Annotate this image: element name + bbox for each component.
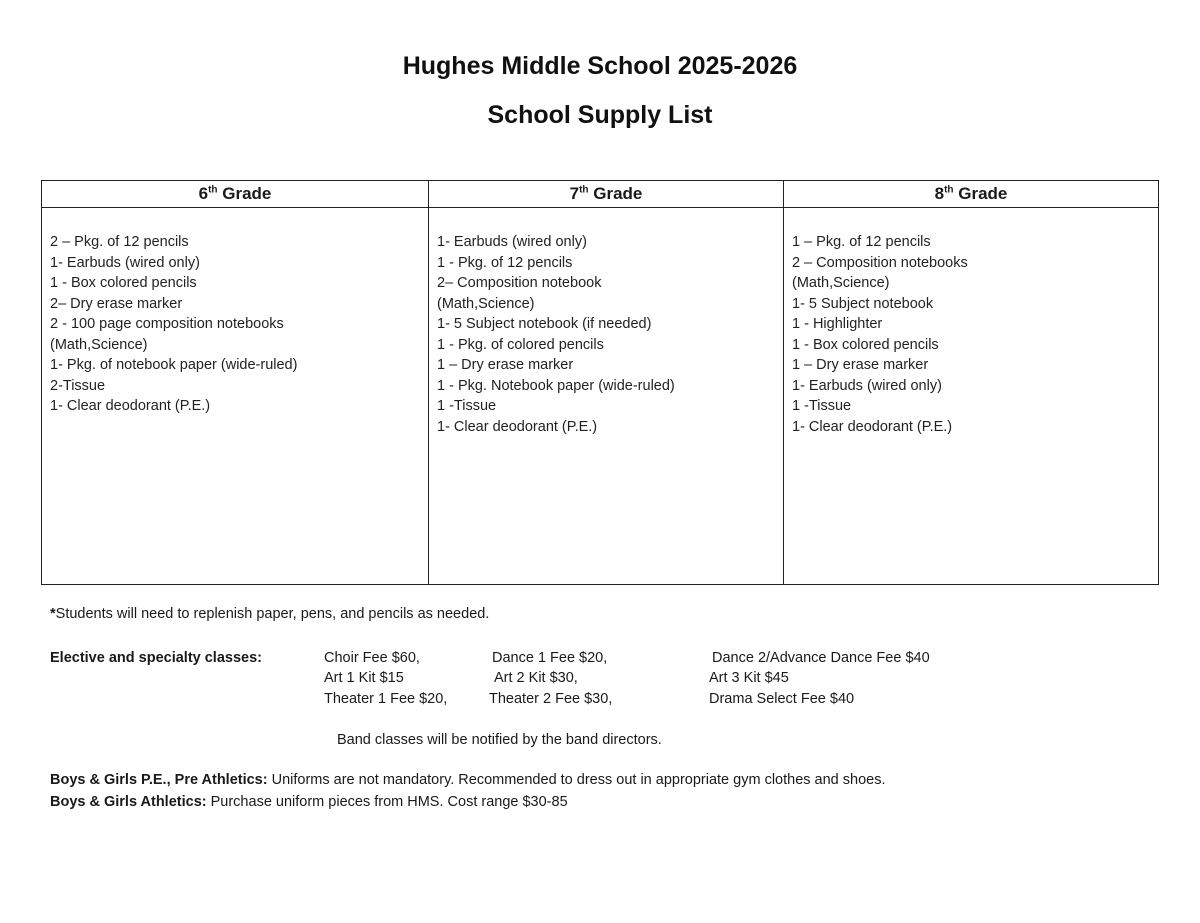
supply-item: 1 - Box colored pencils (50, 275, 197, 291)
fee-choir: Choir Fee $60, (324, 650, 420, 666)
supply-item: 2 – Composition notebooks (792, 254, 968, 271)
supply-item: 1 -Tissue (792, 398, 852, 414)
fee-dance-1: Dance 1 Fee $20, (492, 650, 608, 666)
grade-7-header: 7th Grade (429, 181, 784, 208)
electives-label: Elective and specialty classes: (50, 650, 262, 666)
supply-item: 1- Earbuds (wired only) (792, 377, 942, 394)
page-title: Hughes Middle School 2025-2026 (402, 52, 798, 80)
supply-item: (Math,Science) (792, 275, 890, 291)
fee-art-1: Art 1 Kit $15 (324, 670, 404, 686)
pe-text: Uniforms are not mandatory. Recommended to dress out in appropriate gym clothes and shoes. (267, 772, 886, 788)
supply-item: 1 -Tissue (437, 398, 497, 414)
supply-item: 1 - Box colored pencils (792, 336, 939, 353)
band-note: Band classes will be notified by the band directors. (337, 732, 662, 748)
supply-item: 1 - Pkg. Notebook paper (wide-ruled) (437, 377, 675, 394)
supply-item: (Math,Science) (437, 295, 535, 312)
supply-item: 2– Composition notebook (437, 275, 602, 291)
supply-item: 1 – Pkg. of 12 pencils (792, 234, 931, 250)
supply-table-body-row (42, 208, 1159, 585)
supply-item: 1- Earbuds (wired only) (437, 234, 587, 250)
replenish-note (50, 606, 489, 622)
fee-art-3: Art 3 Kit $45 (709, 670, 789, 686)
supply-item: 1- Clear deodorant (P.E.) (792, 418, 953, 435)
athletics-text: Purchase uniform pieces from HMS. Cost range $30-85 (206, 794, 568, 810)
asterisk: * (50, 606, 56, 622)
supply-item: 1 – Dry erase marker (437, 357, 574, 373)
supply-item: 1- 5 Subject notebook (if needed) (437, 316, 652, 332)
supply-item: 1- Earbuds (wired only) (50, 254, 200, 271)
supply-item: 1- 5 Subject notebook (792, 295, 934, 312)
supply-item: 1 – Dry erase marker (792, 357, 929, 373)
grade-8-header: 8th Grade (784, 181, 1159, 208)
supply-item: (Math,Science) (50, 336, 148, 353)
replenish-note-text: Students will need to replenish paper, pens, and pencils as needed. (55, 606, 490, 622)
supply-item: 1- Pkg. of notebook paper (wide-ruled) (50, 357, 298, 373)
fee-dance-2: Dance 2/Advance Dance Fee $40 (712, 650, 930, 666)
pe-line (50, 772, 886, 788)
page-subtitle: School Supply List (487, 101, 713, 129)
supply-table-header-row (42, 181, 1159, 208)
fee-art-2: Art 2 Kit $30, (494, 670, 578, 686)
supply-item: 1- Clear deodorant (P.E.) (437, 418, 598, 435)
supply-table (41, 180, 1159, 585)
athletics-label: Boys & Girls Athletics: (50, 794, 207, 810)
supply-item: 1 - Highlighter (792, 316, 883, 332)
grade-6-header: 6th Grade (42, 181, 429, 208)
supply-item: 2 – Pkg. of 12 pencils (50, 234, 189, 250)
athletics-line (50, 794, 568, 810)
grade-6-supplies (42, 208, 429, 585)
supply-item: 1 - Pkg. of 12 pencils (437, 254, 573, 271)
grade-8-supplies (784, 208, 1159, 585)
fee-theater-1: Theater 1 Fee $20, (324, 691, 448, 707)
fee-drama-select: Drama Select Fee $40 (709, 691, 855, 707)
pe-label: Boys & Girls P.E., Pre Athletics: (50, 772, 268, 788)
supply-item: 2– Dry erase marker (50, 295, 183, 312)
supply-item: 2-Tissue (50, 377, 106, 394)
supply-item: 1- Clear deodorant (P.E.) (50, 398, 211, 414)
fee-theater-2: Theater 2 Fee $30, (489, 691, 613, 707)
grade-7-supplies (429, 208, 784, 585)
supply-item: 1 - Pkg. of colored pencils (437, 336, 604, 353)
supply-item: 2 - 100 page composition notebooks (50, 316, 284, 332)
